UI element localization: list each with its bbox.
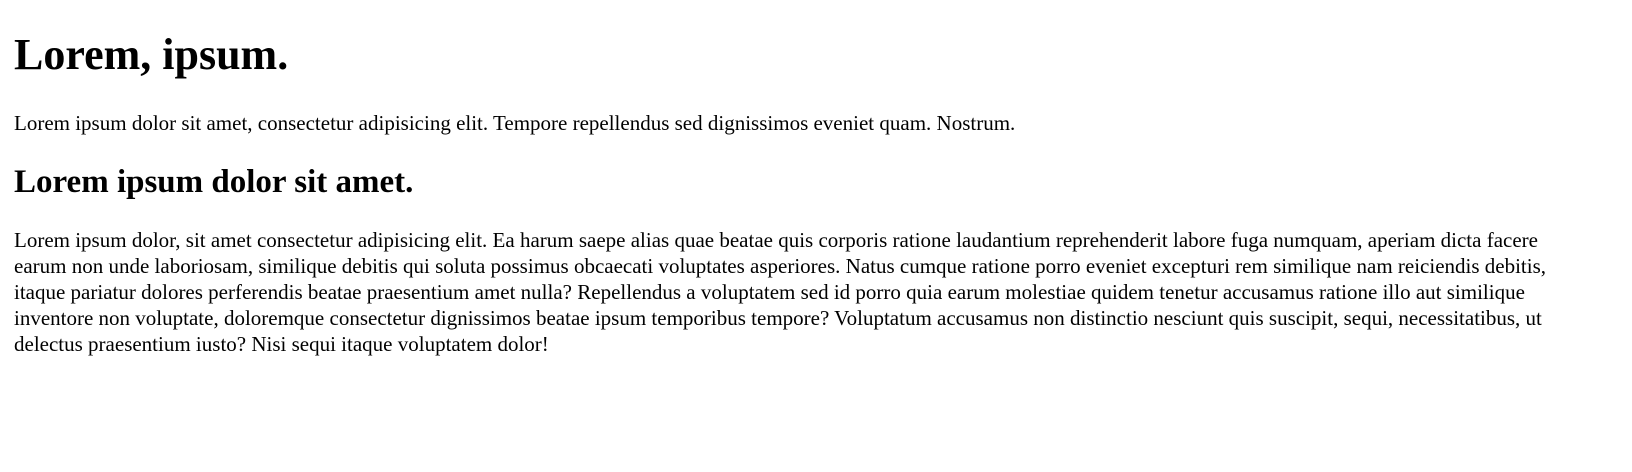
intro-paragraph: Lorem ipsum dolor sit amet, consectetur adipisicing elit. Tempore repellendus sed dignissimos eveniet quam. Nostrum.	[14, 110, 1016, 135]
page-content	[0, 30, 1632, 357]
section-heading: Lorem ipsum dolor sit amet.	[14, 163, 414, 200]
body-paragraph: Lorem ipsum dolor, sit amet consectetur adipisicing elit. Ea harum saepe alias quae beatae quis corporis ratione laudantium reprehenderit labore fuga numquam, aperiam dicta facere earum non unde laboriosam, similique debitis qui soluta possimus obcaecati voluptates asperiores. Natus cumque ratione porro eveniet excepturi rem similique nam reiciendis debitis, itaque pariatur dolores perferendis beatae praesentium amet nulla? Repellendus a voluptatem sed id porro quia earum molestiae quidem tenetur accusamus ratione illo aut similique inventore non voluptate, doloremque consectetur dignissimos beatae ipsum temporibus tempore? Voluptatum accusamus non distinctio nesciunt quis suscipit, sequi, necessitatibus, ut delectus praesentium iusto? Nisi sequi itaque voluptatem dolor!	[14, 227, 1547, 356]
page-title: Lorem, ipsum.	[14, 30, 289, 79]
